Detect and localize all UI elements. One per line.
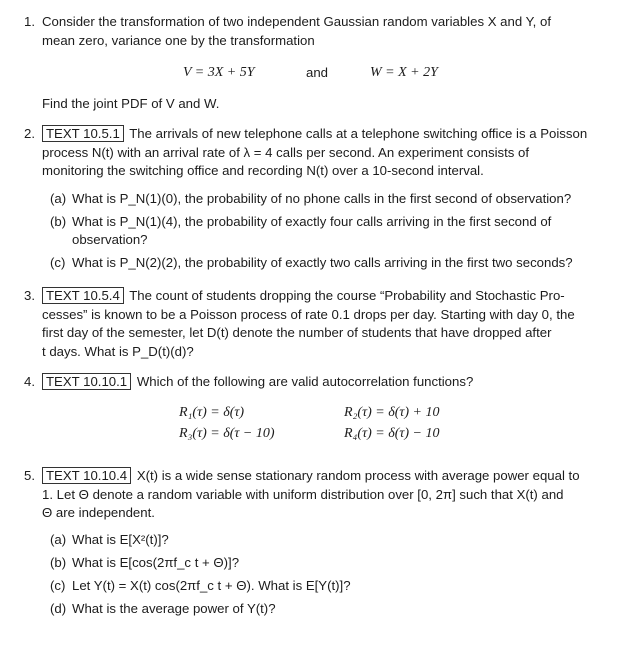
subpart-label: (c) xyxy=(50,255,66,270)
problem-text-line: X(t) is a wide sense stationary random process with average power equal to xyxy=(136,468,580,483)
problem-number: 1. xyxy=(24,14,35,29)
equation-w: W = X + 2Y xyxy=(370,65,438,80)
subpart-label: (b) xyxy=(50,214,67,229)
subpart-text: observation? xyxy=(72,232,148,247)
subpart-label: (a) xyxy=(50,532,67,547)
problem-text-line: mean zero, variance one by the transformation xyxy=(42,32,315,48)
equation-r1: R₁(τ) = δ(τ) xyxy=(179,405,245,420)
subpart-text: What is P_N(2)(2), the probability of exactly two calls arriving in the first two seconds? xyxy=(72,255,573,270)
equation-connector: and xyxy=(306,65,329,80)
textbook-reference-tag: TEXT 10.10.4 xyxy=(42,467,131,484)
subpart-text: What is E[cos(2πf_c t + Θ)]? xyxy=(72,555,240,570)
problem-text-line: Find the joint PDF of V and W. xyxy=(42,96,220,111)
problem-number: 2. xyxy=(24,126,35,141)
equation-r3: R₃(τ) = δ(τ − 10) xyxy=(179,426,275,441)
problem-text-line: process N(t) with an arrival rate of λ = 4 calls per second. An experiment consists of xyxy=(42,144,530,160)
subpart-text: Let Y(t) = X(t) cos(2πf_c t + Θ). What is E[Y(t)]? xyxy=(72,578,351,593)
textbook-reference-tag: TEXT 10.5.1 xyxy=(42,125,124,142)
equation-r4: R₄(τ) = δ(τ) − 10 xyxy=(344,426,440,441)
problem-text-line: 1. Let Θ denote a random variable with uniform distribution over [0, 2π] such that X(t) and xyxy=(42,486,564,502)
subpart-text: What is P_N(1)(0), the probability of no phone calls in the first second of observation? xyxy=(72,191,572,206)
subpart-text: What is P_N(1)(4), the probability of exactly four calls arriving in the first second of xyxy=(72,214,552,229)
textbook-reference-tag: TEXT 10.5.4 xyxy=(42,287,124,304)
problem-number: 5. xyxy=(24,468,35,483)
subpart-text: What is E[X²(t)]? xyxy=(72,532,169,547)
subpart-text: What is the average power of Y(t)? xyxy=(72,601,276,616)
problem-text-line: t days. What is P_D(t)(d)? xyxy=(42,343,194,359)
problem-text-line: Consider the transformation of two independent Gaussian random variables X and Y, of xyxy=(42,14,552,29)
textbook-reference-tag: TEXT 10.10.1 xyxy=(42,373,131,390)
subpart-label: (a) xyxy=(50,191,67,206)
problem-text-line: monitoring the switching office and recording N(t) over a 10-second interval. xyxy=(42,163,484,178)
problem-text-line: The arrivals of new telephone calls at a telephone switching office is a Poisson xyxy=(129,126,588,141)
problem-number: 3. xyxy=(24,288,35,303)
equation-v: V = 3X + 5Y xyxy=(183,65,255,80)
subpart-label: (d) xyxy=(50,601,67,616)
problem-text-line: first day of the semester, let D(t) denote the number of students that have dropped after xyxy=(42,325,552,340)
problem-text-line: The count of students dropping the course “Probability and Stochastic Pro- xyxy=(129,288,565,303)
subpart-label: (c) xyxy=(50,578,66,593)
problem-text-line: Θ are independent. xyxy=(42,505,155,520)
problem-number: 4. xyxy=(24,374,35,389)
subpart-label: (b) xyxy=(50,555,67,570)
problem-text-line: cesses” is known to be a Poisson process of rate 0.1 drops per day. Starting with day 0, the xyxy=(42,306,575,322)
problem-text-line: Which of the following are valid autocorrelation functions? xyxy=(136,374,474,389)
equation-r2: R₂(τ) = δ(τ) + 10 xyxy=(344,405,440,420)
